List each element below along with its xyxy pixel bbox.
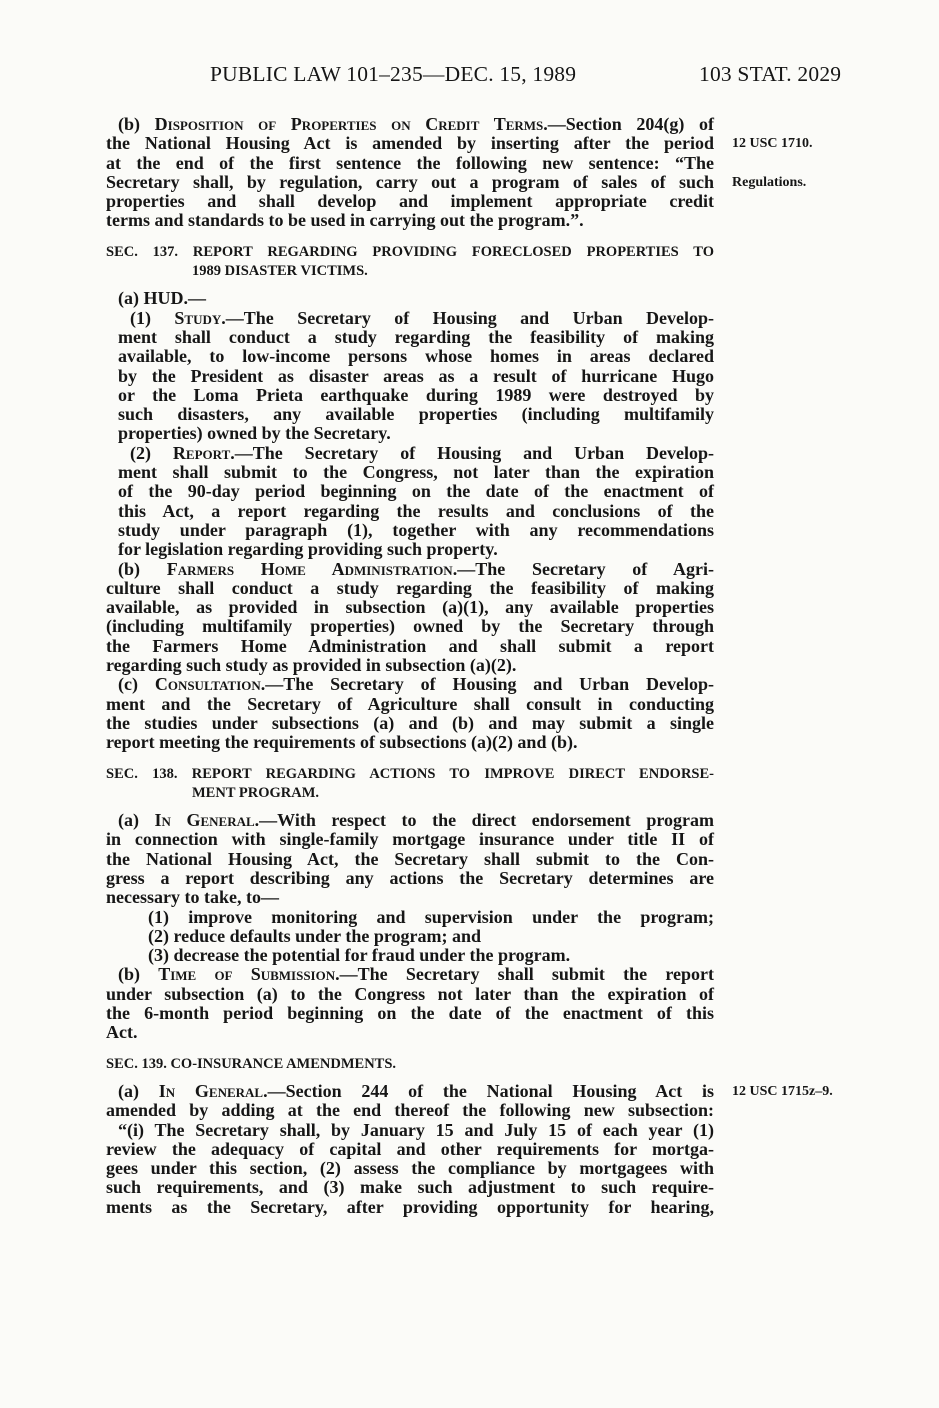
text-line [106, 262, 714, 281]
line-text: Secretary shall, by regulation, carry out a program of sales of such [106, 171, 714, 192]
text-line [106, 765, 714, 784]
line-text: review the adequacy of capital and other requirements for mortga- [106, 1138, 714, 1159]
margin-note: 12 USC 1710. [732, 136, 813, 152]
text-line [106, 579, 714, 598]
text-line [106, 714, 714, 733]
text-line [148, 908, 714, 927]
section-heading [106, 243, 714, 282]
subsection-heading: Time of Submission. [158, 964, 340, 985]
line-text: —With respect to the direct endorsement program [259, 810, 714, 831]
line-text: (2) reduce defaults under the program; and [148, 925, 481, 946]
line-text: ment shall submit to the Congress, not later than the expiration [118, 462, 714, 483]
paragraph [106, 1080, 833, 1121]
paragraph-label: (b) [118, 964, 159, 985]
line-text: Act. [106, 1022, 138, 1043]
text-line [118, 386, 714, 405]
paragraph [106, 675, 714, 752]
subsection-heading: Farmers Home Administration. [166, 558, 458, 579]
text-line [106, 289, 714, 308]
text-line [106, 1101, 714, 1120]
text-line [106, 733, 714, 752]
text-line [118, 367, 714, 386]
paragraph-label: (2) [130, 442, 173, 463]
document-body [106, 114, 833, 1217]
subsection-heading: Consultation. [154, 674, 266, 695]
subsection-heading: In General. [154, 810, 260, 831]
text-line [106, 171, 807, 192]
text-line [106, 784, 714, 803]
section-heading [106, 1055, 714, 1074]
text-line [106, 1159, 714, 1178]
text-line [106, 985, 714, 1004]
paragraph [106, 1121, 714, 1217]
line-text: “(i) The Secretary shall, by January 15 and July 15 of each year (1) [118, 1119, 714, 1140]
text-line [106, 115, 714, 134]
text-line [106, 850, 714, 869]
page-number: 103 STAT. 2029 [699, 62, 842, 86]
line-text: MENT PROGRAM. [192, 784, 320, 801]
text-line [106, 695, 714, 714]
text-line [106, 617, 714, 636]
paragraph [106, 965, 714, 1042]
text-line [106, 965, 714, 984]
line-text: SEC. 137. REPORT REGARDING PROVIDING FORECLOSED PROPERTIES TO [106, 243, 714, 260]
text-line [118, 424, 714, 443]
line-text: for legislation regarding providing such property. [118, 539, 498, 560]
line-text: —Section 204(g) of [547, 114, 715, 134]
line-text: gress a report describing any actions the Secretary determines are [106, 867, 714, 888]
running-header-title: PUBLIC LAW 101–235—DEC. 15, 1989 [210, 62, 577, 86]
text-line [118, 463, 714, 482]
line-text: by the President as disaster areas as a result of hurricane Hugo [118, 365, 714, 386]
subsection-heading: In General. [158, 1080, 268, 1101]
text-line [118, 482, 714, 501]
text-line [106, 1004, 714, 1023]
text-line [118, 405, 714, 424]
text-line [118, 347, 714, 366]
line-text: ment and the Secretary of Agriculture shall consult in conducting [106, 693, 714, 714]
line-text: —Section 244 of the National Housing Act is [267, 1080, 714, 1101]
text-line [106, 830, 714, 849]
paragraph-label: (a) [118, 810, 155, 831]
text-line [106, 1080, 833, 1101]
line-text: —The Secretary of Housing and Urban Develop- [234, 442, 714, 463]
paragraph [106, 114, 813, 231]
line-text: properties) owned by the Secretary. [118, 423, 391, 444]
line-text: the Farmers Home Administration and shall submit a report [106, 635, 714, 656]
line-text: SEC. 139. CO-INSURANCE AMENDMENTS. [106, 1055, 397, 1072]
line-text: —The Secretary of Housing and Urban Develop- [225, 307, 714, 328]
line-text: under subsection (a) to the Congress not later than the expiration of [106, 983, 714, 1004]
list-item [106, 927, 714, 946]
line-text: of the 90-day period beginning on the date of the enactment of [118, 481, 714, 502]
line-text: at the end of the first sentence the following new sentence: “The [106, 152, 714, 173]
text-line [118, 502, 714, 521]
margin-note: 12 USC 1715z–9. [732, 1083, 833, 1099]
margin-note: Regulations. [732, 174, 807, 190]
text-line [106, 1198, 714, 1217]
text-line [106, 560, 714, 579]
text-line [106, 1055, 714, 1074]
subsection-heading: Study. [174, 307, 226, 328]
line-text: in connection with single-family mortgage insurance under title II of [106, 829, 714, 850]
line-text: this Act, a report regarding the results and conclusions of the [118, 500, 714, 521]
line-text: available, to low-income persons whose homes in areas declared [118, 346, 714, 367]
line-text: or the Loma Prieta earthquake during 1989 were destroyed by [118, 384, 714, 405]
line-text: the 6-month period beginning on the date of the enactment of this [106, 1003, 714, 1024]
paragraph [106, 560, 714, 676]
line-text: amended by adding at the end thereof the following new subsection: [106, 1100, 714, 1121]
line-text: regarding such study as provided in subsection (a)(2). [106, 655, 517, 676]
text-line [106, 656, 714, 675]
paragraph-label: (b) [118, 114, 155, 134]
text-line [106, 598, 714, 617]
paragraph [106, 309, 714, 444]
line-text: (3) decrease the potential for fraud under the program. [148, 945, 571, 966]
line-text: such disasters, any available properties (including multifamily [118, 404, 714, 425]
paragraph [106, 444, 714, 560]
text-line [106, 811, 714, 830]
paragraph-label: (a) [118, 1080, 159, 1101]
text-line [148, 927, 714, 946]
line-text: (including multifamily properties) owned by the Secretary through [106, 616, 714, 637]
paragraph [106, 289, 714, 308]
text-line [106, 1178, 714, 1197]
line-text: 1989 DISASTER VICTIMS. [192, 263, 368, 280]
text-line [118, 444, 714, 463]
line-text: culture shall conduct a study regarding the feasibility of making [106, 577, 714, 598]
line-text: terms and standards to be used in carrying out the program.”. [106, 210, 584, 231]
paragraph-label: (b) [118, 558, 167, 579]
line-text: the National Housing Act, the Secretary shall submit to the Con- [106, 848, 714, 869]
line-text: necessary to take, to— [106, 887, 279, 908]
text-line [106, 1023, 714, 1042]
line-text: (a) HUD.— [118, 288, 206, 309]
text-line [148, 946, 714, 965]
line-text: report meeting the requirements of subsections (a)(2) and (b). [106, 732, 578, 753]
line-text: —The Secretary of Housing and Urban Develop- [265, 674, 715, 695]
line-text: (1) improve monitoring and supervision under the program; [148, 906, 714, 927]
line-text: —The Secretary of Agri- [457, 558, 715, 579]
line-text: ments as the Secretary, after providing opportunity for hearing, [106, 1196, 714, 1217]
line-text: SEC. 138. REPORT REGARDING ACTIONS TO IMPROVE DIRECT ENDORSE- [106, 765, 714, 782]
text-line [106, 637, 714, 656]
line-text: properties and shall develop and implement appropriate credit [106, 191, 714, 212]
text-line [106, 1140, 714, 1159]
line-text: gees under this section, (2) assess the compliance by mortgagees with [106, 1158, 714, 1179]
line-text: ment shall conduct a study regarding the feasibility of making [118, 326, 714, 347]
list-item [106, 908, 714, 927]
text-line [106, 192, 714, 211]
paragraph-label: (1) [130, 307, 175, 328]
text-line [106, 211, 714, 230]
line-text: study under paragraph (1), together with any recommendations [118, 519, 714, 540]
paragraph-label: (c) [118, 674, 155, 695]
line-text: the National Housing Act is amended by inserting after the period [106, 133, 714, 154]
line-text: the studies under subsections (a) and (b) and may submit a single [106, 712, 714, 733]
text-line [118, 328, 714, 347]
line-text: such requirements, and (3) make such adjustment to such require- [106, 1177, 714, 1198]
text-line [106, 869, 714, 888]
text-line [106, 1121, 714, 1140]
text-line [118, 521, 714, 540]
text-line [106, 675, 714, 694]
subsection-heading: Disposition of Properties on Credit Terms. [154, 114, 548, 134]
text-line [118, 309, 714, 328]
text-line [106, 154, 714, 173]
line-text: —The Secretary shall submit the report [339, 964, 714, 985]
text-line [106, 243, 714, 262]
list-item [106, 946, 714, 965]
text-line [106, 888, 714, 907]
section-heading [106, 765, 714, 804]
text-line [106, 133, 813, 154]
paragraph [106, 811, 714, 907]
subsection-heading: Report. [172, 442, 235, 463]
text-line [118, 540, 714, 559]
line-text: available, as provided in subsection (a)(1), any available properties [106, 597, 714, 618]
